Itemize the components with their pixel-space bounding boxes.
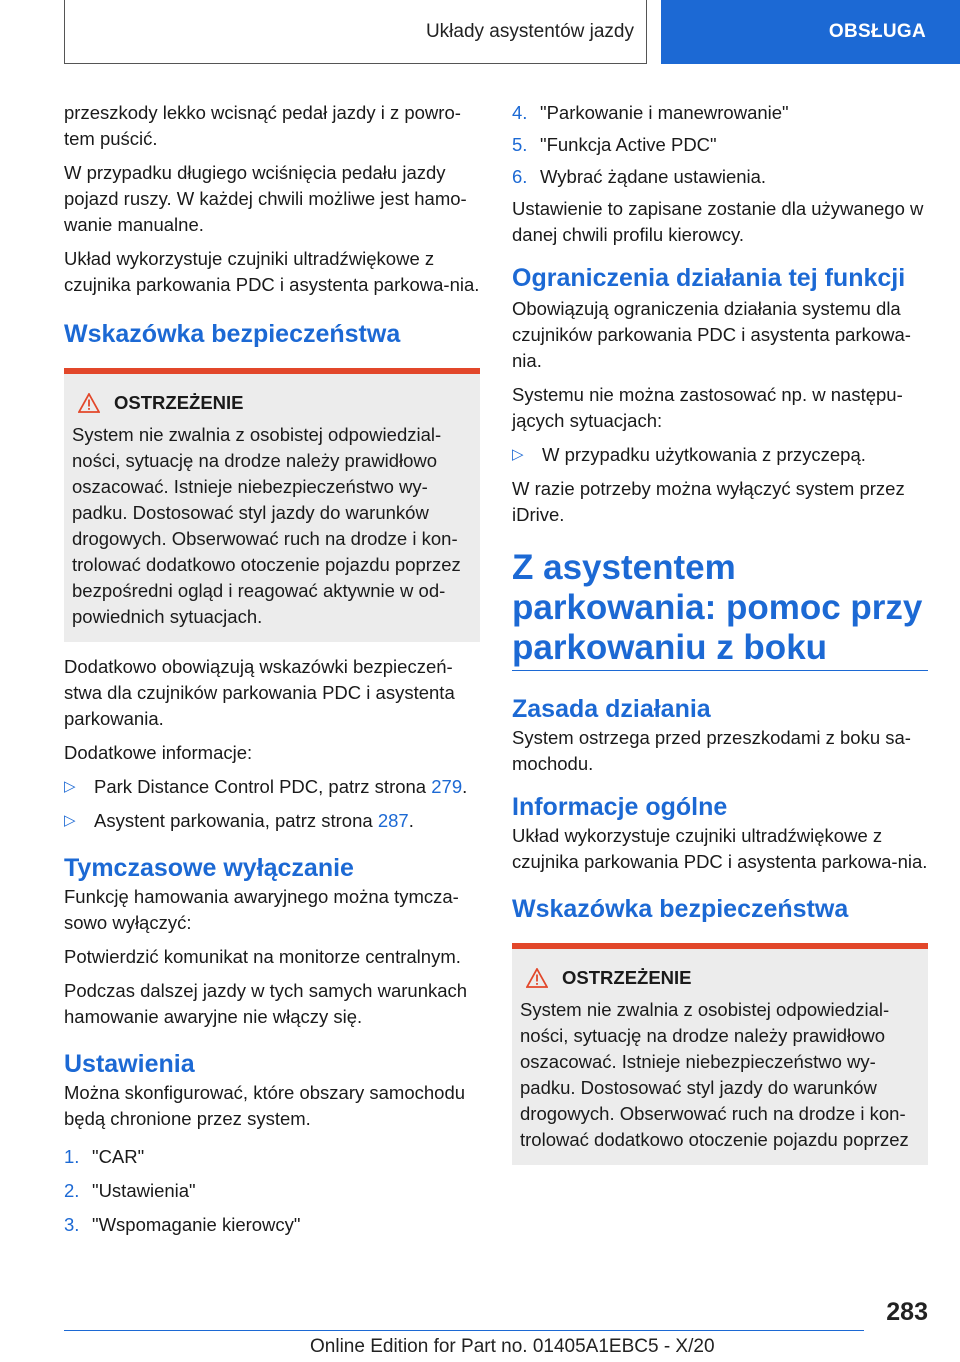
paragraph: Dodatkowo obowiązują wskazówki bezpieczeń-stwa dla czujników parkowania PDC i asystenta parkowania. xyxy=(64,656,455,729)
paragraph: Potwierdzić komunikat na monitorze centralnym. xyxy=(64,946,461,967)
heading-safety: Wskazówka bezpieczeństwa xyxy=(64,320,401,348)
paragraph: Dodatkowe informacje: xyxy=(64,742,253,763)
steps-list xyxy=(64,1144,480,1238)
warning-title-text: OSTRZEŻENIE xyxy=(562,967,692,988)
footer-edition: Online Edition for Part no. 01405A1EBC5 - X/20 xyxy=(310,1336,715,1357)
warning-triangle-icon xyxy=(78,393,100,413)
paragraph: W razie potrzeby można wyłączyć system przez iDrive. xyxy=(512,478,905,525)
list-item xyxy=(512,164,928,190)
warning-box xyxy=(512,943,928,1165)
page-number: 283 xyxy=(886,1298,928,1326)
list-item xyxy=(512,442,928,468)
heading-temporary-off: Tymczasowe wyłączanie xyxy=(64,854,354,882)
paragraph: Funkcję hamowania awaryjnego można tymcza-sowo wyłączyć: xyxy=(64,886,459,933)
step-text: "Funkcja Active PDC" xyxy=(540,134,717,155)
list-item-text: W przypadku użytkowania z przyczepą. xyxy=(542,444,866,465)
step-number: 3. xyxy=(64,1214,80,1235)
list-item: ▷ Asystent parkowania, patrz strona 287. xyxy=(64,808,480,834)
warning-title-text: OSTRZEŻENIE xyxy=(114,392,244,413)
heading-general: Informacje ogólne xyxy=(512,793,728,821)
footer-divider xyxy=(64,1330,864,1331)
list-item xyxy=(64,1178,480,1204)
paragraph: Układ wykorzystuje czujniki ultradźwiękowe z czujnika parkowania PDC i asystenta parkowa-nia. xyxy=(64,248,480,295)
step-text: Wybrać żądane ustawienia. xyxy=(540,166,767,187)
list-item-text: Park Distance Control PDC, patrz strona xyxy=(94,776,432,797)
header-tab-label: OBSŁUGA xyxy=(828,21,926,42)
section-title: Z asystentem parkowania: pomoc przy parkowaniu z boku xyxy=(512,548,923,667)
steps-list xyxy=(512,100,928,190)
warning-title xyxy=(72,390,472,416)
list-item: ▷ Park Distance Control PDC, patrz strona 279. xyxy=(64,774,480,800)
warning-title xyxy=(520,965,920,991)
heading-safety: Wskazówka bezpieczeństwa xyxy=(512,895,849,923)
paragraph: W przypadku długiego wciśnięcia pedału jazdy pojazd ruszy. W każdej chwili możliwe jest hamo-wanie manualne. xyxy=(64,162,467,235)
paragraph: przeszkody lekko wcisnąć pedał jazdy i z powro-tem puścić. xyxy=(64,102,461,149)
step-number: 1. xyxy=(64,1146,80,1167)
right-column xyxy=(512,100,928,1165)
paragraph: Można skonfigurować, które obszary samochodu będą chronione przez system. xyxy=(64,1082,466,1129)
warning-text: System nie zwalnia z osobistej odpowiedzial-ności, sytuację na drodze należy prawidłowo oszacować. Istnieje niebezpieczeństwo wy-padku. Dostosować styl jazdy do warunków drogowych. Obserwować ruch na drodze i kon-trolować dodatkowo otoczenie pojazdu poprzez xyxy=(520,999,909,1150)
heading-limitations: Ograniczenia działania tej funkcji xyxy=(512,264,906,292)
header-section-label: Układy asystentów jazdy xyxy=(425,20,634,42)
header-tab-obsluga[interactable] xyxy=(661,0,960,64)
info-list xyxy=(64,774,480,834)
warning-triangle-icon xyxy=(526,968,548,988)
heading-principle: Zasada działania xyxy=(512,695,711,723)
left-column xyxy=(64,100,480,1244)
list-item xyxy=(512,132,928,158)
paragraph: Podczas dalszej jazdy w tych samych warunkach hamowanie awaryjne nie włączy się. xyxy=(64,980,468,1027)
section-title-block xyxy=(512,548,928,671)
header-section-title xyxy=(64,0,647,64)
paragraph: Systemu nie można zastosować np. w następu-jących sytuacjach: xyxy=(512,384,903,431)
triangle-bullet-icon: ▷ xyxy=(64,812,76,829)
step-number: 2. xyxy=(64,1180,80,1201)
step-text: "CAR" xyxy=(92,1146,145,1167)
warning-text: System nie zwalnia z osobistej odpowiedzial-ności, sytuację na drodze należy prawidłowo oszacować. Istnieje niebezpieczeństwo wy-padku. Dostosować styl jazdy do warunków drogowych. Obserwować ruch na drodze i kon-trolować dodatkowo otoczenie pojazdu poprzez bezpośredni ogląd i reagować aktywnie w od-powiednich sytuacjach. xyxy=(72,424,461,627)
step-number: 5. xyxy=(512,134,528,155)
step-number: 6. xyxy=(512,166,528,187)
step-text: "Ustawienia" xyxy=(92,1180,196,1201)
list-item xyxy=(64,1212,480,1238)
paragraph: Obowiązują ograniczenia działania systemu dla czujników parkowania PDC i asystenta parkowa-nia. xyxy=(512,298,911,371)
heading-settings: Ustawienia xyxy=(64,1050,195,1078)
triangle-bullet-icon: ▷ xyxy=(64,778,76,795)
paragraph: Układ wykorzystuje czujniki ultradźwiękowe z czujnika parkowania PDC i asystenta parkowa-nia. xyxy=(512,825,928,872)
paragraph: System ostrzega przed przeszkodami z boku sa-mochodu. xyxy=(512,727,911,774)
bullet-list xyxy=(512,442,928,468)
step-number: 4. xyxy=(512,102,528,123)
list-item-text: Asystent parkowania, patrz strona xyxy=(94,810,378,831)
paragraph: Ustawienie to zapisane zostanie dla używanego w danej chwili profilu kierowcy. xyxy=(512,198,924,245)
list-item xyxy=(512,100,928,126)
step-text: "Parkowanie i manewrowanie" xyxy=(540,102,789,123)
triangle-bullet-icon: ▷ xyxy=(512,446,524,463)
warning-box xyxy=(64,368,480,642)
page-link-279[interactable]: 279 xyxy=(431,776,463,797)
list-item xyxy=(64,1144,480,1170)
page-link-287[interactable]: 287 xyxy=(377,810,409,831)
step-text: "Wspomaganie kierowcy" xyxy=(92,1214,301,1235)
